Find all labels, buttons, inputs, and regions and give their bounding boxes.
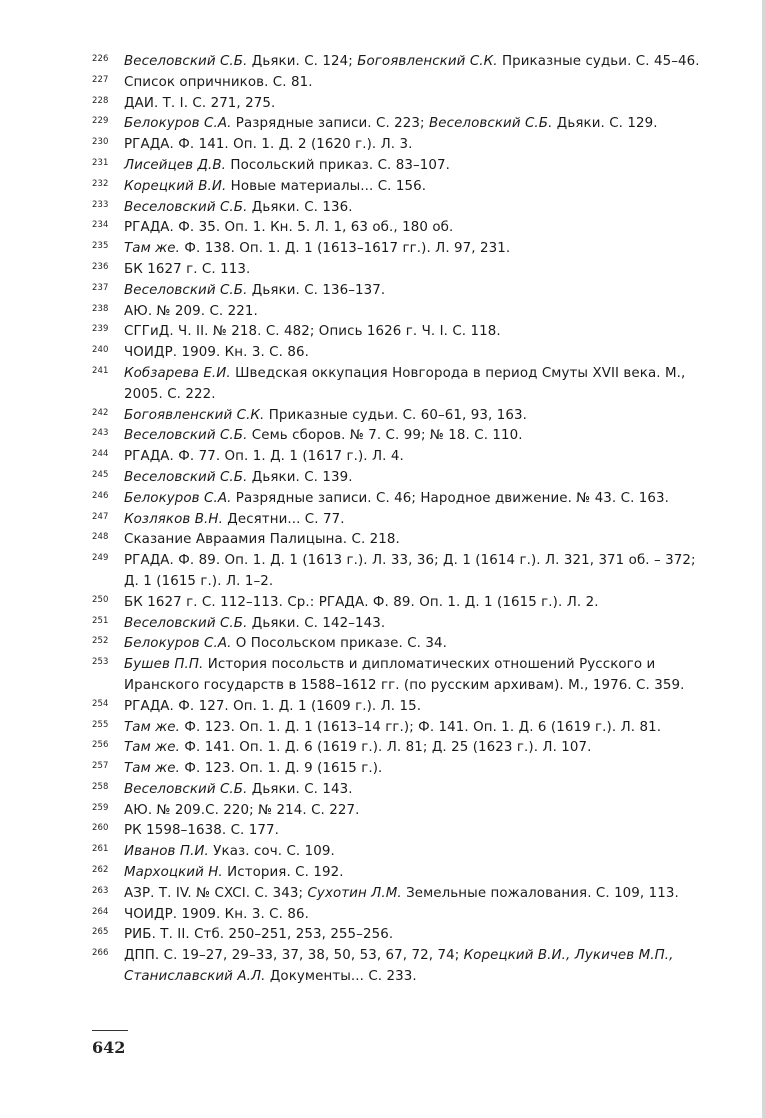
footnote-256 xyxy=(92,738,712,759)
footnote-266 xyxy=(92,946,712,988)
footnote-235 xyxy=(92,239,712,260)
footnote-265 xyxy=(92,925,712,946)
footnote-number: 264 xyxy=(92,906,109,917)
footnote-author-italic: Мархоцкий Н. xyxy=(124,865,223,881)
footnote-number: 244 xyxy=(92,449,109,460)
page-number-rule xyxy=(92,1030,128,1031)
footnote-255 xyxy=(92,718,712,739)
footnote-text: Дьяки. С. 142–143. xyxy=(247,615,386,631)
footnote-257 xyxy=(92,759,712,780)
footnote-number: 266 xyxy=(92,948,109,959)
footnote-253 xyxy=(92,655,712,697)
footnote-text: Приказные судьи. С. 60–61, 93, 163. xyxy=(264,407,527,423)
footnote-author-italic: Веселовский С.Б. xyxy=(124,615,248,631)
footnote-234 xyxy=(92,218,712,239)
footnote-text: Десятни... С. 77. xyxy=(222,511,345,527)
footnote-number: 256 xyxy=(92,740,109,751)
footnote-238 xyxy=(92,302,712,323)
footnote-text: ЧОИДР. 1909. Кн. 3. С. 86. xyxy=(124,345,309,361)
footnote-246 xyxy=(92,489,712,510)
footnote-number: 233 xyxy=(92,199,109,210)
footnote-author-italic: Корецкий В.И., Лукичев М.П., Станиславский А.Л. xyxy=(124,948,674,985)
footnote-author-italic: Веселовский С.Б. xyxy=(124,469,248,485)
footnote-237 xyxy=(92,281,712,302)
footnote-262 xyxy=(92,863,712,884)
footnote-number: 229 xyxy=(92,116,109,127)
footnote-number: 253 xyxy=(92,657,109,668)
footnote-author-italic: Там же. xyxy=(124,740,181,756)
footnote-text: ДПП. С. 19–27, 29–33, 37, 38, 50, 53, 67, 72, 74; xyxy=(124,948,464,964)
footnote-number: 257 xyxy=(92,761,109,772)
footnote-number: 261 xyxy=(92,844,109,855)
footnote-text: Дьяки. С. 136. xyxy=(247,199,353,215)
footnote-author-italic: Кобзарева Е.И. xyxy=(124,365,231,381)
footnote-text: РГАДА. Ф. 35. Оп. 1. Кн. 5. Л. 1, 63 об., 180 об. xyxy=(124,220,454,236)
footnote-author-italic: Богоявленский С.К. xyxy=(124,407,265,423)
footnote-text: Дьяки. С. 143. xyxy=(247,781,353,797)
footnote-author-italic: Веселовский С.Б. xyxy=(124,781,248,797)
footnote-242 xyxy=(92,406,712,427)
footnote-244 xyxy=(92,447,712,468)
footnote-number: 226 xyxy=(92,54,109,64)
footnote-number: 241 xyxy=(92,365,109,376)
footnote-number: 242 xyxy=(92,407,109,418)
footnote-author-italic: Там же. xyxy=(124,761,181,777)
footnote-text: Семь сборов. № 7. С. 99; № 18. С. 110. xyxy=(247,428,523,444)
footnote-number: 238 xyxy=(92,303,109,314)
footnote-text: Документы... С. 233. xyxy=(265,969,417,985)
footnote-241 xyxy=(92,364,712,406)
footnote-260 xyxy=(92,821,712,842)
footnote-text: История. С. 192. xyxy=(222,865,344,881)
footnote-number: 231 xyxy=(92,157,109,168)
footnote-263 xyxy=(92,884,712,905)
footnote-author-italic: Веселовский С.Б. xyxy=(124,199,248,215)
footnote-number: 245 xyxy=(92,469,109,480)
footnote-author-italic: Белокуров С.А. xyxy=(124,116,232,132)
footnote-259 xyxy=(92,801,712,822)
footnote-author-italic: Веселовский С.Б. xyxy=(124,54,248,69)
footnote-text: РГАДА. Ф. 89. Оп. 1. Д. 1 (1613 г.). Л. 33, 36; Д. 1 (1614 г.). Л. 321, 371 об. – 372; Д. 1 (1615 г.). Л. 1–2. xyxy=(124,553,696,589)
footnote-number: 240 xyxy=(92,345,109,356)
footnote-text: Разрядные записи. С. 223; xyxy=(231,116,429,132)
footnote-number: 230 xyxy=(92,137,109,148)
footnote-254 xyxy=(92,697,712,718)
footnote-number: 258 xyxy=(92,781,109,792)
footnote-number: 263 xyxy=(92,885,109,896)
footnotes-list xyxy=(92,52,712,988)
footnote-228 xyxy=(92,94,712,115)
footnote-248 xyxy=(92,530,712,551)
footnote-text: Список опричников. С. 81. xyxy=(124,74,313,90)
footnote-text: О Посольском приказе. С. 34. xyxy=(231,636,447,652)
footnote-author-italic: Козляков В.Н. xyxy=(124,511,223,527)
footnote-number: 262 xyxy=(92,865,109,876)
footnote-text: РИБ. Т. II. Стб. 250–251, 253, 255–256. xyxy=(124,927,394,943)
footnote-230 xyxy=(92,135,712,156)
footnote-text: РГАДА. Ф. 141. Оп. 1. Д. 2 (1620 г.). Л. 3. xyxy=(124,137,413,153)
footnote-number: 236 xyxy=(92,261,109,272)
footnote-text: Земельные пожалования. С. 109, 113. xyxy=(401,885,679,901)
footnote-author-italic: Веселовский С.Б. xyxy=(429,116,553,132)
footnote-226 xyxy=(92,52,712,73)
footnote-250 xyxy=(92,593,712,614)
footnote-number: 254 xyxy=(92,698,109,709)
footnote-264 xyxy=(92,905,712,926)
footnote-author-italic: Белокуров С.А. xyxy=(124,490,232,506)
footnote-text: РГАДА. Ф. 77. Оп. 1. Д. 1 (1617 г.). Л. 4. xyxy=(124,449,404,465)
footnote-229 xyxy=(92,114,712,135)
footnote-text: РГАДА. Ф. 127. Оп. 1. Д. 1 (1609 г.). Л. 15. xyxy=(124,698,422,714)
footnote-text: Дьяки. С. 139. xyxy=(247,469,353,485)
footnote-number: 255 xyxy=(92,719,109,730)
footnote-number: 259 xyxy=(92,802,109,813)
footnote-text: Посольский приказ. С. 83–107. xyxy=(226,157,450,173)
footnote-text: Сказание Авраамия Палицына. С. 218. xyxy=(124,532,400,548)
footnote-number: 247 xyxy=(92,511,109,522)
footnote-247 xyxy=(92,510,712,531)
footnote-number: 260 xyxy=(92,823,109,834)
footnote-text: БК 1627 г. С. 113. xyxy=(124,261,251,277)
footnote-text: БК 1627 г. С. 112–113. Ср.: РГАДА. Ф. 89. Оп. 1. Д. 1 (1615 г.). Л. 2. xyxy=(124,594,599,610)
footnote-number: 248 xyxy=(92,532,109,543)
footnote-text: РК 1598–1638. С. 177. xyxy=(124,823,279,839)
footnote-author-italic: Бушев П.П. xyxy=(124,657,204,673)
footnote-text: АЮ. № 209. С. 221. xyxy=(124,303,258,319)
footnote-240 xyxy=(92,343,712,364)
footnote-251 xyxy=(92,614,712,635)
footnote-number: 265 xyxy=(92,927,109,938)
footnote-text: АЗР. Т. IV. № CXCI. С. 343; xyxy=(124,885,308,901)
footnote-number: 228 xyxy=(92,95,109,106)
footnote-252 xyxy=(92,634,712,655)
footnote-text: Дьяки. С. 129. xyxy=(552,116,658,132)
footnote-text: Дьяки. С. 136–137. xyxy=(247,282,386,298)
footnote-243 xyxy=(92,426,712,447)
footnote-232 xyxy=(92,177,712,198)
footnote-249 xyxy=(92,551,712,593)
footnote-text: Ф. 138. Оп. 1. Д. 1 (1613–1617 гг.). Л. 97, 231. xyxy=(180,241,511,257)
footnote-text: Указ. соч. С. 109. xyxy=(208,844,335,860)
footnote-text: Разрядные записи. С. 46; Народное движение. № 43. С. 163. xyxy=(231,490,670,506)
footnote-236 xyxy=(92,260,712,281)
footnote-number: 246 xyxy=(92,490,109,501)
footnote-number: 235 xyxy=(92,241,109,252)
footnote-number: 227 xyxy=(92,74,109,85)
footnote-author-italic: Корецкий В.И. xyxy=(124,178,227,194)
footnote-text: СГГиД. Ч. II. № 218. С. 482; Опись 1626 г. Ч. I. С. 118. xyxy=(124,324,501,340)
footnote-author-italic: Веселовский С.Б. xyxy=(124,282,248,298)
footnote-number: 243 xyxy=(92,428,109,439)
footnote-number: 252 xyxy=(92,636,109,647)
footnote-author-italic: Там же. xyxy=(124,719,181,735)
footnote-text: История посольств и дипломатических отношений Русского и Иранского государств в 1588–1612 гг. (по русским архивам). М., 1976. С. 359. xyxy=(124,657,685,693)
footnote-number: 251 xyxy=(92,615,109,626)
footnote-author-italic: Иванов П.И. xyxy=(124,844,209,860)
footnote-text: Дьяки. С. 124; xyxy=(247,54,358,69)
footnote-text: АЮ. № 209.С. 220; № 214. С. 227. xyxy=(124,802,360,818)
footnote-author-italic: Веселовский С.Б. xyxy=(124,428,248,444)
footnote-233 xyxy=(92,198,712,219)
footnote-number: 249 xyxy=(92,553,109,564)
footnote-text: Приказные судьи. С. 45–46. xyxy=(497,54,700,69)
footnote-239 xyxy=(92,322,712,343)
footnote-text: Ф. 141. Оп. 1. Д. 6 (1619 г.). Л. 81; Д. 25 (1623 г.). Л. 107. xyxy=(180,740,592,756)
footnote-text: Ф. 123. Оп. 1. Д. 1 (1613–14 гг.); Ф. 141. Оп. 1. Д. 6 (1619 г.). Л. 81. xyxy=(180,719,662,735)
footnote-author-italic: Белокуров С.А. xyxy=(124,636,232,652)
footnote-author-italic: Лисейцев Д.В. xyxy=(124,157,227,173)
footnote-number: 239 xyxy=(92,324,109,335)
footnote-number: 237 xyxy=(92,282,109,293)
footnote-author-italic: Там же. xyxy=(124,241,181,257)
footnote-author-italic: Богоявленский С.К. xyxy=(357,54,498,69)
footnote-227 xyxy=(92,73,712,94)
footnote-text: Новые материалы... С. 156. xyxy=(226,178,427,194)
page-number: 642 xyxy=(92,1038,126,1057)
footnote-text: ДАИ. Т. I. С. 271, 275. xyxy=(124,95,276,111)
footnote-258 xyxy=(92,780,712,801)
footnote-text: ЧОИДР. 1909. Кн. 3. С. 86. xyxy=(124,906,309,922)
footnote-number: 234 xyxy=(92,220,109,231)
footnote-author-italic: Сухотин Л.М. xyxy=(307,885,402,901)
footnote-231 xyxy=(92,156,712,177)
footnote-number: 250 xyxy=(92,594,109,605)
footnote-245 xyxy=(92,468,712,489)
footnote-number: 232 xyxy=(92,178,109,189)
footnote-261 xyxy=(92,842,712,863)
footnote-text: Ф. 123. Оп. 1. Д. 9 (1615 г.). xyxy=(180,761,383,777)
footnote-text: Шведская оккупация Новгорода в период Смуты XVII века. М., 2005. С. 222. xyxy=(124,365,686,402)
